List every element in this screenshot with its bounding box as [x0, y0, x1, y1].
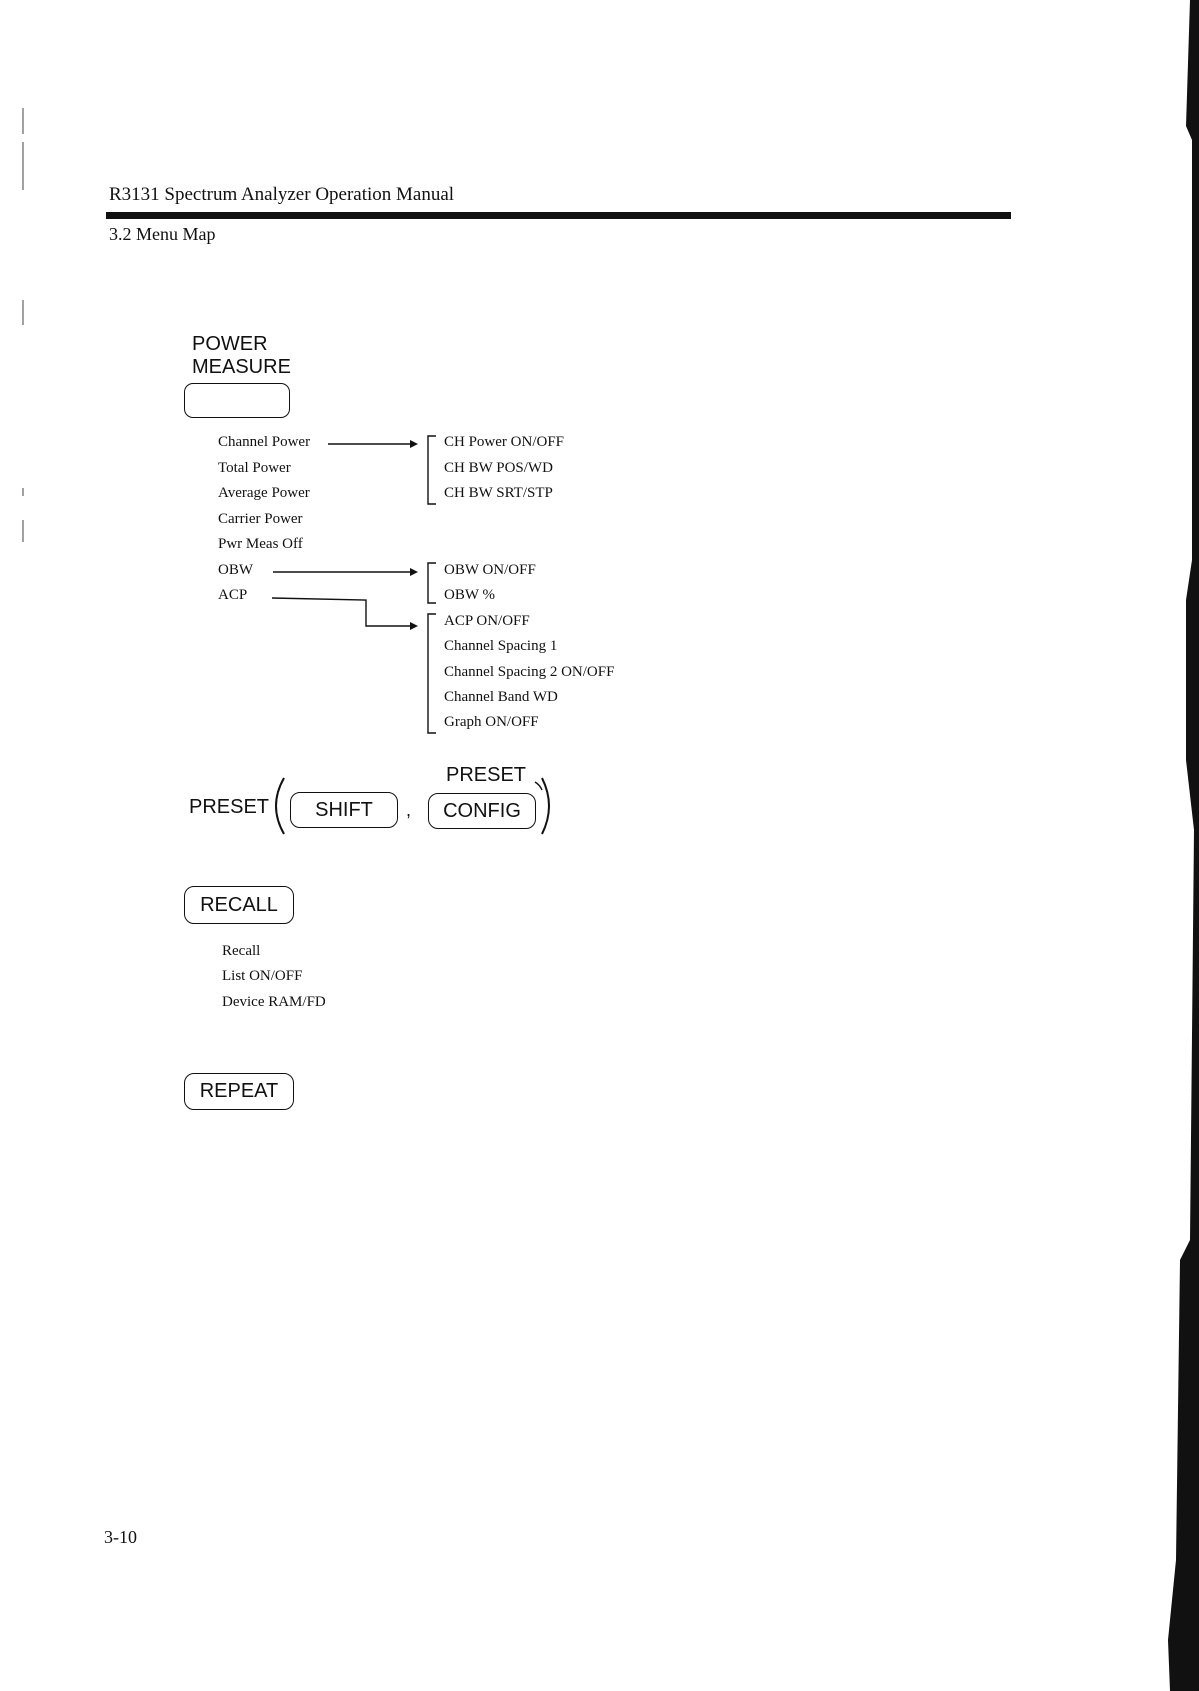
recall-item-device-ram-fd[interactable]: Device RAM/FD [222, 994, 326, 1010]
submenu-ch-power-onoff[interactable]: CH Power ON/OFF [444, 434, 565, 450]
preset-label: PRESET [189, 796, 270, 818]
recall-item-recall[interactable]: Recall [222, 943, 261, 959]
menu-item-channel-power[interactable]: Channel Power [218, 434, 311, 450]
submenu-graph-onoff[interactable]: Graph ON/OFF [444, 714, 539, 730]
page-number: 3-10 [104, 1527, 137, 1547]
repeat-key[interactable]: REPEAT [184, 1073, 294, 1110]
acp-elbow-line [272, 598, 410, 626]
obw-bracket [428, 563, 436, 603]
measure-label: MEASURE [192, 356, 291, 378]
menu-item-pwr-meas-off[interactable]: Pwr Meas Off [218, 536, 303, 552]
submenu-channel-spacing-1[interactable]: Channel Spacing 1 [444, 638, 558, 654]
menu-item-obw[interactable]: OBW [218, 562, 253, 578]
scan-right-edge [1168, 0, 1199, 1691]
preset-separator: , [406, 800, 412, 820]
submenu-channel-spacing-2[interactable]: Channel Spacing 2 ON/OFF [444, 664, 615, 680]
menu-item-total-power[interactable]: Total Power [218, 460, 291, 476]
acp-bracket [428, 614, 436, 733]
submenu-obw-percent[interactable]: OBW % [444, 587, 495, 603]
submenu-ch-bw-srt-stp[interactable]: CH BW SRT/STP [444, 485, 553, 501]
shift-key[interactable]: SHIFT [290, 792, 398, 828]
recall-key[interactable]: RECALL [184, 886, 294, 924]
submenu-obw-onoff[interactable]: OBW ON/OFF [444, 562, 536, 578]
channel-power-bracket [428, 436, 436, 504]
menu-item-acp[interactable]: ACP [218, 587, 248, 603]
channel-power-arrowhead [410, 440, 418, 448]
menu-item-carrier-power[interactable]: Carrier Power [218, 511, 303, 527]
submenu-acp-onoff[interactable]: ACP ON/OFF [444, 613, 530, 629]
recall-item-list-onoff[interactable]: List ON/OFF [222, 968, 303, 984]
submenu-ch-bw-pos-wd[interactable]: CH BW POS/WD [444, 460, 553, 476]
preset-close-paren [542, 778, 549, 834]
preset-caption-tick [535, 782, 542, 790]
preset-open-paren [276, 778, 284, 834]
config-key[interactable]: CONFIG [428, 793, 536, 829]
menu-item-average-power[interactable]: Average Power [218, 485, 310, 501]
power-label: POWER [192, 333, 268, 355]
page-header-title: R3131 Spectrum Analyzer Operation Manual [109, 184, 455, 205]
config-preset-caption: PRESET [446, 764, 527, 786]
section-title: 3.2 Menu Map [109, 224, 216, 244]
obw-arrowhead [410, 568, 418, 576]
submenu-channel-band-wd[interactable]: Channel Band WD [444, 689, 558, 705]
acp-arrowhead [410, 622, 418, 630]
